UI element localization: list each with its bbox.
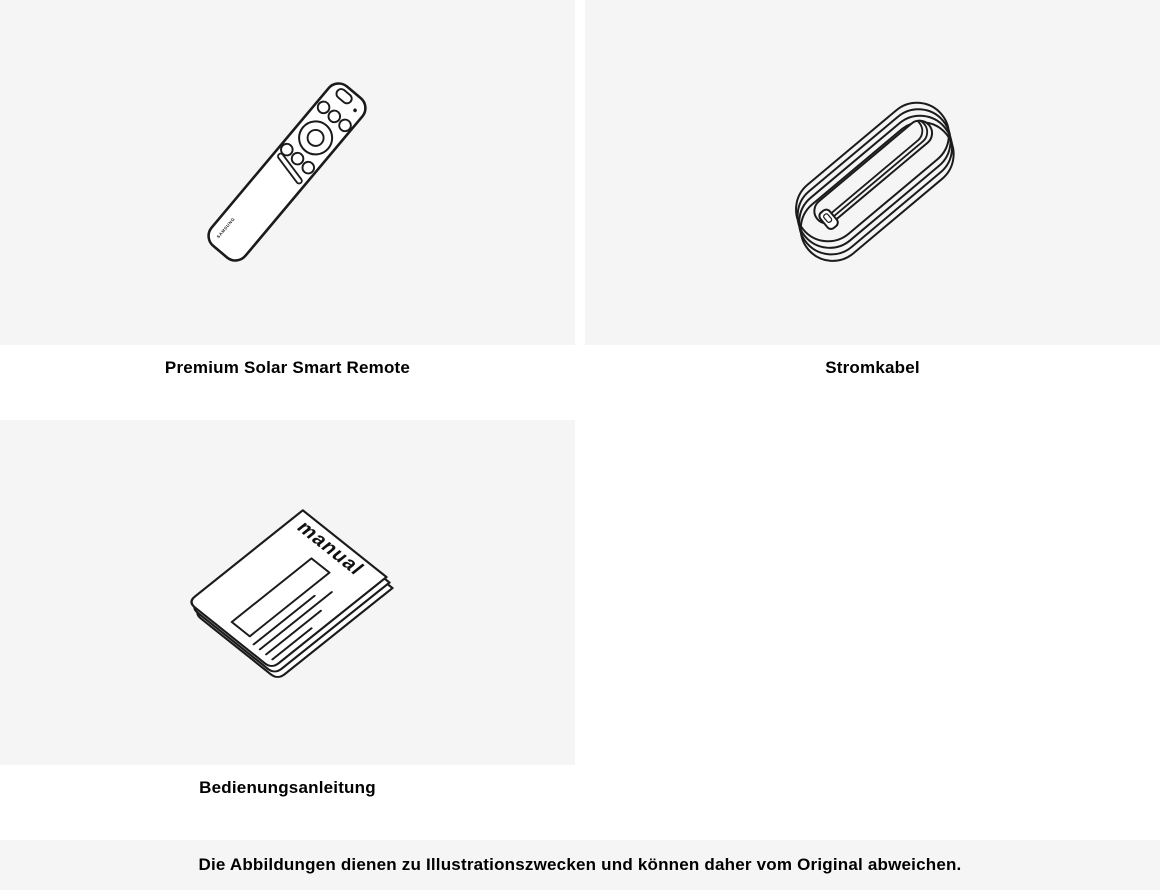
manual-cover: [188, 510, 386, 668]
manual-illustration-tile: [0, 420, 575, 765]
remote-illustration-tile: [0, 0, 575, 345]
remote-illustration: [0, 0, 575, 345]
power-cable-illustration-tile: [585, 0, 1160, 345]
remote-body: [203, 78, 370, 266]
accessory-label-power-cable: Stromkabel: [825, 358, 920, 377]
power-cable-illustration: [585, 0, 1160, 345]
manual-cover-text: manual: [291, 517, 369, 579]
accessory-card-power-cable: [585, 0, 1160, 420]
manual-illustration: [0, 420, 575, 765]
accessory-label-manual: Bedienungsanleitung: [199, 778, 376, 797]
remote-brand-text: SAMSUNG: [215, 216, 237, 240]
accessory-card-remote: [0, 0, 575, 420]
accessory-label-remote: Premium Solar Smart Remote: [164, 358, 411, 377]
disclaimer-text: Die Abbildungen dienen zu Illustrationszwecken und können daher vom Original abweichen.: [198, 855, 962, 874]
accessory-card-manual: [0, 420, 575, 840]
disclaimer-bar: [0, 840, 1160, 890]
empty-grid-cell: [585, 420, 1160, 840]
